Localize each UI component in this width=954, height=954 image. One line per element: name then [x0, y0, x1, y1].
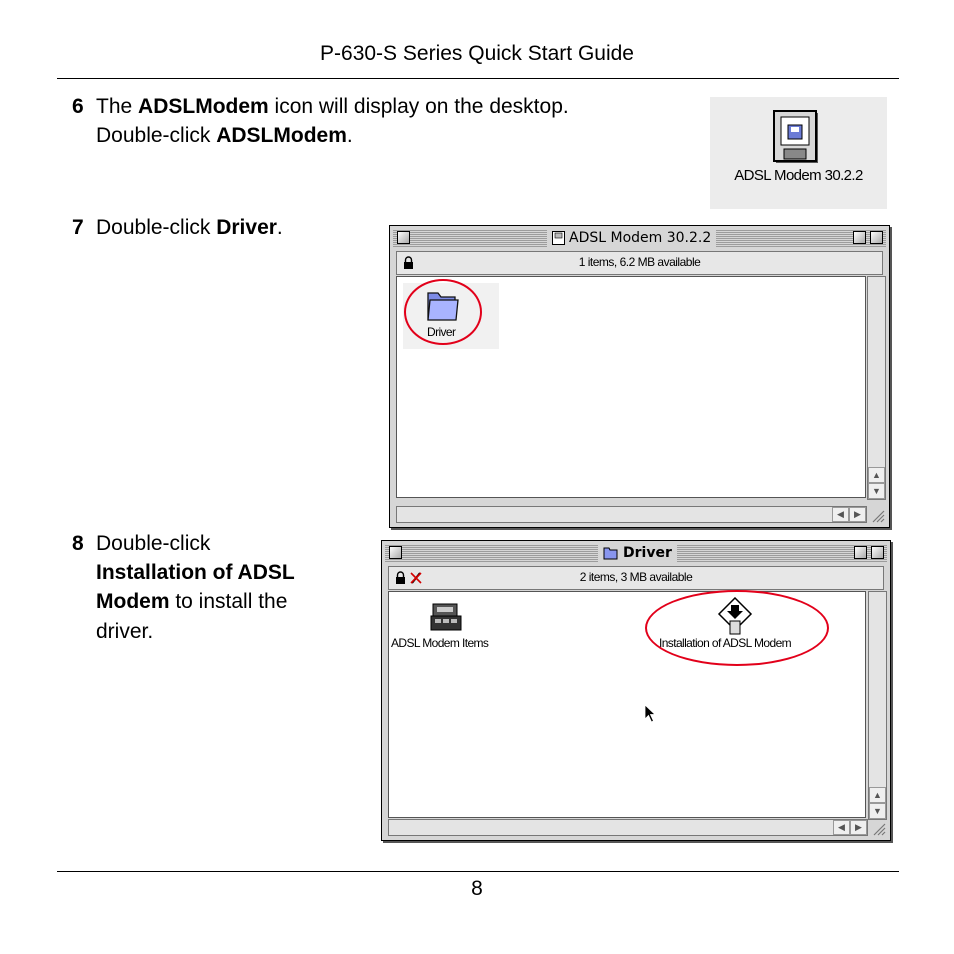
step-8 [72, 529, 362, 649]
close-box[interactable] [389, 546, 402, 559]
desktop-icon-label: ADSL Modem 30.2.2 [734, 167, 863, 184]
horizontal-scrollbar[interactable] [388, 819, 868, 836]
highlight-circle [404, 279, 482, 345]
scroll-down-arrow[interactable]: ▼ [868, 483, 885, 499]
highlight-circle [645, 590, 829, 666]
item-label: ADSL Modem Items [391, 636, 489, 650]
header-divider [57, 78, 899, 79]
page-number: 8 [471, 877, 483, 900]
window-content [388, 591, 866, 818]
vertical-scrollbar[interactable] [868, 591, 887, 820]
step-number: 7 [72, 216, 84, 239]
window-title-bar[interactable] [385, 544, 887, 562]
item-label: Installation of ADSL Modem [659, 636, 792, 650]
disk-icon [552, 231, 565, 245]
step-text-line: The ADSLModem icon will display on the desktop. [96, 95, 569, 118]
step-text-line: driver. [96, 620, 154, 643]
modem-items-icon[interactable] [429, 600, 463, 634]
item-label: Driver [427, 325, 456, 339]
step-7 [72, 213, 372, 243]
resize-grip-icon[interactable] [871, 821, 886, 836]
collapse-box[interactable] [870, 231, 883, 244]
resize-grip-icon[interactable] [870, 508, 885, 523]
desktop-icon-screenshot [710, 97, 887, 209]
info-text: 1 items, 6.2 MB available [578, 255, 701, 269]
horizontal-scrollbar[interactable] [396, 506, 867, 523]
info-text: 2 items, 3 MB available [579, 570, 693, 584]
vertical-scrollbar[interactable] [867, 276, 886, 500]
step-text-line: Modem to install the [96, 590, 288, 613]
window-content [396, 276, 866, 498]
window-title: Driver [598, 544, 677, 562]
close-box[interactable] [397, 231, 410, 244]
step-text-line: Installation of ADSL [96, 561, 295, 584]
scroll-right-arrow[interactable]: ▶ [849, 507, 866, 522]
window-title: ADSL Modem 30.2.2 [547, 229, 716, 247]
step-text-line: Double-click ADSLModem. [96, 124, 353, 147]
window-title-bar[interactable] [393, 229, 886, 247]
scroll-right-arrow[interactable]: ▶ [850, 820, 867, 835]
mouse-pointer-icon [644, 704, 658, 724]
step-number: 8 [72, 532, 84, 555]
window-info-bar [396, 251, 883, 275]
window-info-bar [388, 566, 884, 590]
step-text-line: Double-click Driver. [96, 216, 283, 239]
scroll-up-arrow[interactable]: ▲ [868, 467, 885, 483]
step-number: 6 [72, 95, 84, 118]
scroll-left-arrow[interactable]: ◀ [832, 507, 849, 522]
scroll-down-arrow[interactable]: ▼ [869, 803, 886, 819]
collapse-box[interactable] [871, 546, 884, 559]
zoom-box[interactable] [853, 231, 866, 244]
step-6 [72, 92, 692, 152]
step-text-line: Double-click [96, 532, 211, 555]
page-header-title: P-630-S Series Quick Start Guide [320, 42, 634, 65]
finder-window-adsl-modem [389, 225, 890, 528]
finder-window-driver [381, 540, 891, 841]
footer-divider [57, 871, 899, 872]
zoom-box[interactable] [854, 546, 867, 559]
scroll-up-arrow[interactable]: ▲ [869, 787, 886, 803]
floppy-disk-icon[interactable] [772, 109, 826, 165]
scroll-left-arrow[interactable]: ◀ [833, 820, 850, 835]
folder-icon [603, 546, 619, 560]
